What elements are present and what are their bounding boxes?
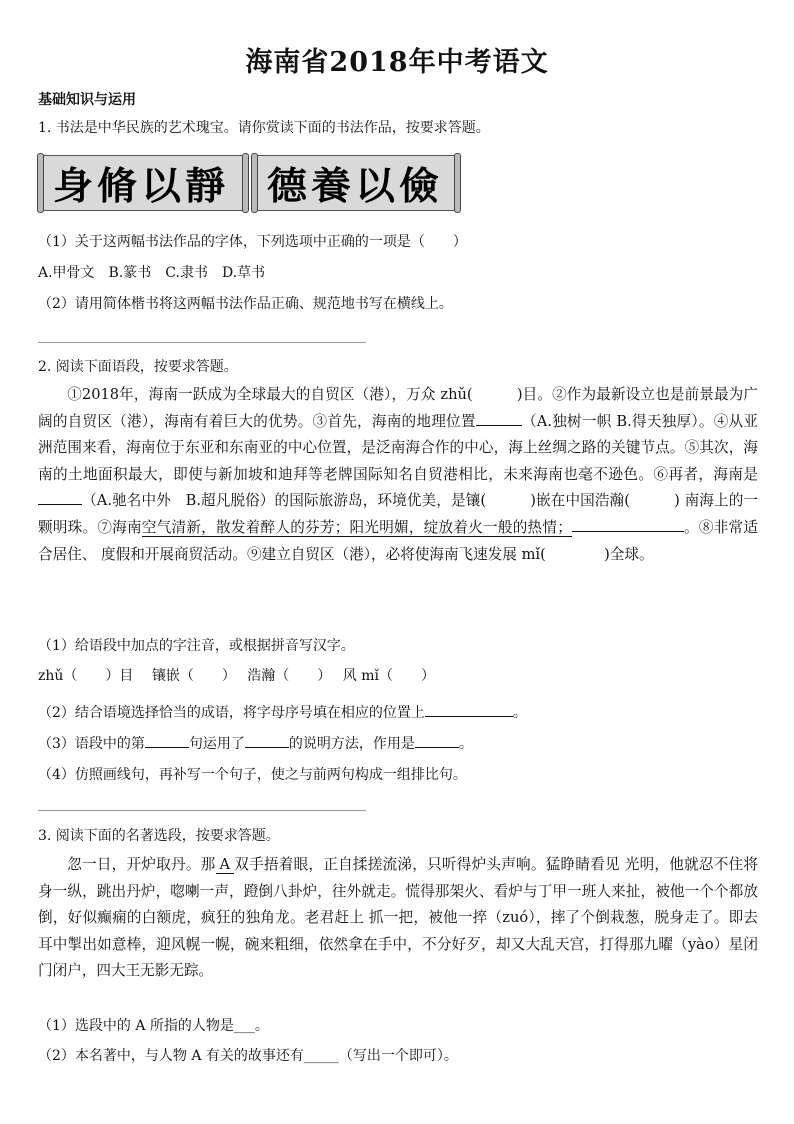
answer-blank[interactable] <box>572 517 684 532</box>
calligraphy-text-2: 德養以儉 <box>267 163 443 209</box>
q1-options: A.甲骨文 B.篆书 C.隶书 D.草书 <box>38 265 266 281</box>
q1-stem: 1. 书法是中华民族的艺术瑰宝。请你赏读下面的书法作品，按要求答题。 <box>38 120 490 136</box>
calligraphy-works <box>36 155 458 215</box>
answer-blank[interactable] <box>425 702 513 717</box>
underlined-sentence-1: 空气清新，散发着醉人 <box>141 518 291 536</box>
answer-blank[interactable] <box>38 490 82 505</box>
underlined-sentence-2: 的芬芳；阳光明媚，绽放着火一般的热情； <box>290 518 572 536</box>
q3-sub1: （1）选段中的 A 所指的人物是___。 <box>38 1018 269 1034</box>
calligraphy-scroll-2 <box>254 155 458 211</box>
divider <box>38 810 366 811</box>
character-a-marker: A <box>216 856 235 874</box>
answer-blank[interactable] <box>415 733 459 748</box>
q2-sub2: （2）结合语境选择恰当的成语，将字母序号填在相应的位置上 。 <box>38 702 527 723</box>
q3-passage: 忽一日，开炉取丹。那 A 双手捂着眼，正自揉搓流涕，只听得炉头声响。猛睁睛看见 光明，他就忍不住将身一纵，跳出丹炉，唿喇一声，蹬倒八卦炉，往外就走。慌得那架火、看炉与丁甲一班人来扯，被他一个个都放倒，好似癫痫的白额虎，疯狂的独角龙。老君赶上 抓一把，被他一捽（zuó），摔了个倒栽葱，脱身走了。即去耳中掣出如意棒，迎风幌一幌，碗来粗细，依然拿在手中，不分好歹，却又大乱天宫，打得那九曜（yào）星闭门闭户，四大王无影无踪。 <box>38 856 758 980</box>
section-heading: 基础知识与运用 <box>38 92 136 108</box>
q2-sub3: （3）语段中的第 句运用了 的说明方法，作用是 。 <box>38 733 473 754</box>
q1-sub2: （2）请用简体楷书将这两幅书法作品正确、规范地书写在横线上。 <box>38 296 453 312</box>
page-title: 海南省2018年中考语文 <box>245 47 549 78</box>
divider <box>38 342 366 343</box>
answer-blank[interactable] <box>245 733 289 748</box>
q2-sub4: （4）仿照画线句，再补写一个句子，使之与前两句构成一组排比句。 <box>38 767 467 783</box>
q1-sub1: （1）关于这两幅书法作品的字体，下列选项中正确的一项是（ ） <box>38 234 467 250</box>
q2-stem: 2. 阅读下面语段，按要求答题。 <box>38 359 238 375</box>
answer-blank[interactable] <box>476 411 522 426</box>
q3-stem: 3. 阅读下面的名著选段，按要求答题。 <box>38 828 280 844</box>
q2-passage: ①2018年，海南一跃成为全球最大的自贸区（港），万众 zhǔ( )目。②作为最新设立也是前景最为广阔的自贸区（港），海南有着巨大的优势。③首先，海南的地理位置 （A.独树一帜 B.得天独厚）。④从亚洲范围来看，海南位于东亚和东南亚的中心位置，是泛南海合作的中心，海上丝绸之路的关键节点。⑤其次，海南的土地面积最大，即使与新加坡和迪拜等老牌国际知名自贸港相比，未来海南也毫不逊色。⑥再者，海南是（A.驰名中外 B.超凡脱俗）的国际旅游岛，环境优美，是镶( )嵌在中国浩瀚( ) 南海上的一颗明珠。⑦海南空气清新，散发着醉人的芬芳；阳光明媚，绽放着火一般的热情； 。⑧非常适合居住、 度假和开展商贸活动。⑨建立自贸区（港），必将使海南飞速发展 mǐ( )全球。 <box>38 386 758 563</box>
q2-sub1: （1）给语段中加点的字注音，或根据拼音写汉字。 <box>38 638 355 654</box>
q3-sub2: （2）本名著中，与人物 A 有关的故事还有_____（写出一个即可）。 <box>38 1048 458 1064</box>
calligraphy-text-1: 身脩以靜 <box>53 163 229 209</box>
answer-blank[interactable] <box>145 733 189 748</box>
calligraphy-scroll-1 <box>40 155 246 211</box>
q2-pinyin-row: zhǔ（ ）目 镶嵌（ ） 浩瀚（ ） 风 mǐ（ ） <box>38 668 435 684</box>
